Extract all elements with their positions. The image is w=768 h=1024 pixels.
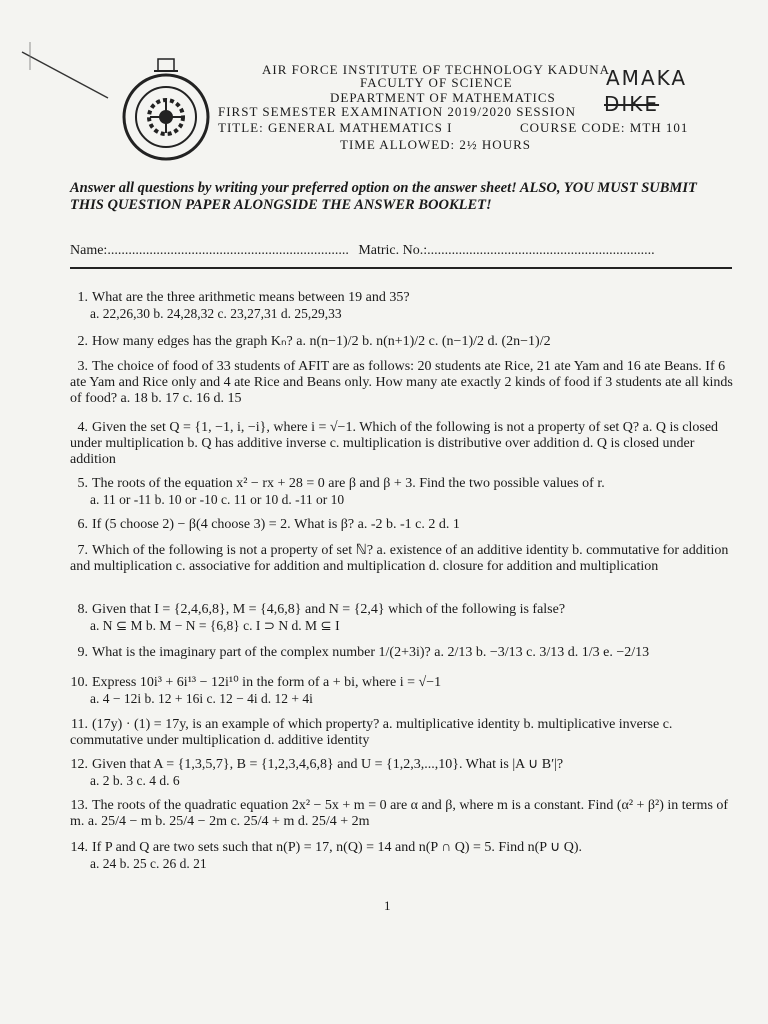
question-4: 4. Given the set Q = {1, −1, i, −i}, where i = √−1. Which of the following is not a property of set Q? a. Q is closed under multiplication b. Q has additive inverse c. multiplication is distributive over addition d. Q is closed under addition [70,420,719,467]
course-code: COURSE CODE: MTH 101 [520,120,689,135]
institute-seal-logo [120,55,212,171]
question-14: 14. If P and Q are two sets such that n(P) = 17, n(Q) = 14 and n(P ∩ Q) = 5. Find n(P ∪ Q). a. 24 b. 25 c. 26 d. 21 [70,840,740,872]
question-10: 10. Express 10i³ + 6i¹³ − 12i¹⁰ in the form of a + bi, where i = √−1 a. 4 − 12i b. 12 + 16i c. 12 − 4i d. 12 + 4i [70,675,740,707]
page-number: 1 [384,898,391,913]
question-1-options: a. 22,26,30 b. 24,28,32 c. 23,27,31 d. 25,29,33 [90,306,342,321]
institute-name: AIR FORCE INSTITUTE OF TECHNOLOGY KADUNA [262,62,611,77]
question-3: 3. The choice of food of 33 students of AFIT are as follows: 20 students ate Rice, 21 ate Yam and 16 ate Beans. If 6 ate Yam and Rice only and 4 ate Rice and Beans only. How many ate exactly 2 kinds of food if 3 students ate all kinds of food? a. 18 b. 17 c. 16 d. 15 [70,359,733,406]
question-6: 6. If (5 choose 2) − β(4 choose 3) = 2. What is β? a. -2 b. -1 c. 2 d. 1 [77,517,460,532]
question-12-options: a. 2 b. 3 c. 4 d. 6 [90,773,180,788]
faculty-name: FACULTY OF SCIENCE [360,75,513,90]
handwritten-last-name: DIKE [604,92,660,116]
exam-session: FIRST SEMESTER EXAMINATION 2019/2020 SESSION [218,104,576,119]
question-2: 2. How many edges has the graph Kₙ? a. n(n−1)/2 b. n(n+1)/2 c. (n−1)/2 d. (2n−1)/2 [77,334,551,349]
question-9: 9. What is the imaginary part of the complex number 1/(2+3i)? a. 2/13 b. −3/13 c. 3/13 d. 1/3 e. −2/13 [77,645,650,660]
question-12: 12. Given that A = {1,3,5,7}, B = {1,2,3,4,6,8} and U = {1,2,3,...,10}. What is |A ∪ B′|? a. 2 b. 3 c. 4 d. 6 [70,757,740,789]
handwritten-first-name: AMAKA [606,66,688,90]
question-7: 7. Which of the following is not a property of set ℕ? a. existence of an additive identity b. commutative for addition and multiplication c. associative for addition and multiplication d. closure for addition and multiplication [70,543,729,574]
question-5-options: a. 11 or -11 b. 10 or -10 c. 11 or 10 d. -11 or 10 [90,492,345,507]
department-name: DEPARTMENT OF MATHEMATICS [330,90,556,105]
course-title: TITLE: GENERAL MATHEMATICS I [218,120,453,135]
question-13: 13. The roots of the quadratic equation 2x² − 5x + m = 0 are α and β, where m is a constant. Find (α² + β²) in terms of m. a. 25/4 − m b. 25/4 − 2m c. 25/4 + m d. 25/4 + 2m [70,798,729,829]
pen-mark-scribble [20,40,110,100]
question-10-options: a. 4 − 12i b. 12 + 16i c. 12 − 4i d. 12 + 4i [90,691,313,706]
question-11: 11. (17y) · (1) = 17y, is an example of which property? a. multiplicative identity b. multiplicative inverse c. commutative under multiplication d. additive identity [70,717,673,748]
header-divider [70,267,732,269]
question-8: 8. Given that I = {2,4,6,8}, M = {4,6,8} and N = {2,4} which of the following is false? a. N ⊆ M b. M − N = {6,8} c. I ⊃ N d. M ⊆ I [70,602,740,634]
exam-instructions: Answer all questions by writing your preferred option on the answer sheet! ALSO, YOU MUST SUBMIT THIS QUESTION PAPER ALONGSIDE THE ANSWER BOOKLET! [70,180,697,213]
question-5: 5. The roots of the equation x² − rx + 28 = 0 are β and β + 3. Find the two possible values of r. a. 11 or -11 b. 10 or -10 c. 11 or 10 d. -11 or 10 [70,476,740,508]
time-allowed: TIME ALLOWED: 2½ HOURS [340,137,531,152]
name-matric-line [70,243,730,259]
question-1: 1. What are the three arithmetic means between 19 and 35? a. 22,26,30 b. 24,28,32 c. 23,27,31 d. 25,29,33 [70,290,740,322]
name-label: Name:..................................................................... [70,243,349,258]
question-8-options: a. N ⊆ M b. M − N = {6,8} c. I ⊃ N d. M ⊆ I [90,618,340,633]
matric-label: Matric. No.:................................................................. [358,243,655,258]
question-14-options: a. 24 b. 25 c. 26 d. 21 [90,856,207,871]
